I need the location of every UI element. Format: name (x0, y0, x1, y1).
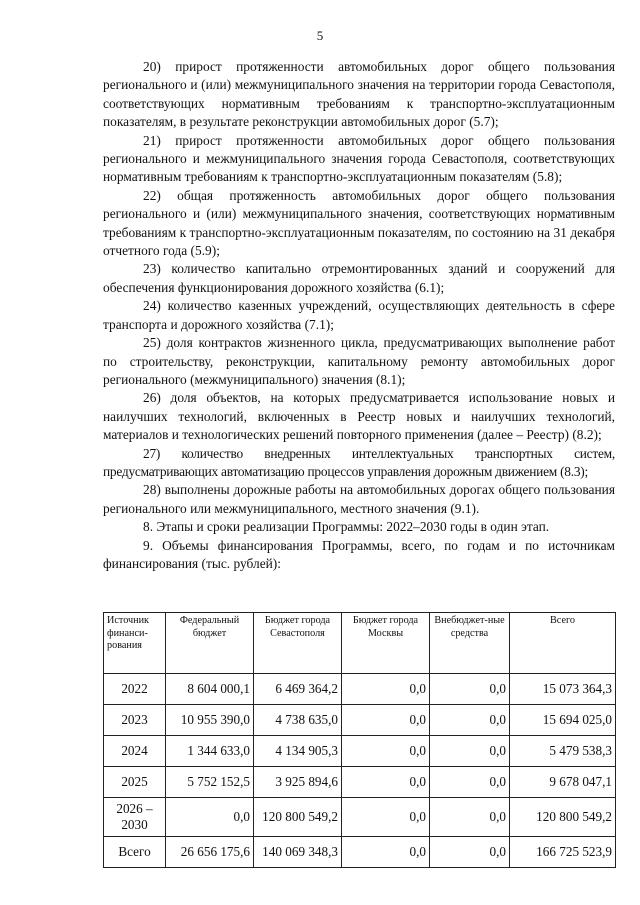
cell-total: 15 073 364,3 (510, 674, 616, 705)
cell-moscow: 0,0 (342, 674, 430, 705)
cell-moscow: 0,0 (342, 736, 430, 767)
column-header-sevastopol: Бюджет города Севастополя (254, 613, 342, 674)
cell-sevastopol: 140 069 348,3 (254, 837, 342, 868)
cell-federal: 1 344 633,0 (166, 736, 254, 767)
list-item-28: 28) выполнены дорожные работы на автомобильных дорогах общего пользования регионального или межмуниципального, местного значения (9.1). (103, 482, 615, 516)
cell-sevastopol: 6 469 364,2 (254, 674, 342, 705)
column-header-federal: Федеральный бюджет (166, 613, 254, 674)
table-row (104, 674, 616, 705)
table-header-row (104, 613, 616, 674)
cell-sevastopol: 3 925 894,6 (254, 767, 342, 798)
cell-extrabudget: 0,0 (430, 674, 510, 705)
financing-table (103, 612, 616, 868)
section-9-financing: 9. Объемы финансирования Программы, всего, по годам и по источникам финансирования (тыс. рублей): (103, 537, 615, 571)
cell-federal: 10 955 390,0 (166, 705, 254, 736)
cell-extrabudget: 0,0 (430, 705, 510, 736)
section-8-stages: 8. Этапы и сроки реализации Программы: 2022–2030 годы в один этап. (143, 519, 550, 535)
cell-extrabudget: 0,0 (430, 736, 510, 767)
list-item-21: 21) прирост протяженности автомобильных дорог общего пользования регионального и межмуниципального значения города Севастополя, соответствующих нормативным требованиям к транспортно-эксплуатационным показателям (5.8); (103, 132, 615, 185)
cell-sevastopol: 4 134 905,3 (254, 736, 342, 767)
list-item-20: 20) прирост протяженности автомобильных дорог общего пользования регионального и (или) межмуниципального значения на территории города Севастополя, соответствующих нормативным требованиям к транспортно-эксплуатационным показателям, в результате реконструкции автомобильных дорог (5.7); (103, 59, 615, 130)
cell-total: 9 678 047,1 (510, 767, 616, 798)
row-label: 2026 – 2030 (104, 798, 166, 837)
table-row (104, 736, 616, 767)
column-header-total: Всего (510, 613, 616, 674)
page-number: 5 (316, 28, 324, 43)
row-label: Всего (104, 837, 166, 868)
list-item-23: 23) количество капитально отремонтированных зданий и сооружений для обеспечения функционирования дорожного хозяйства (6.1); (103, 261, 615, 295)
table-row (104, 798, 616, 837)
cell-total: 5 479 538,3 (510, 736, 616, 767)
list-item-27: 27) количество внедренных интеллектуальных транспортных систем, предусматривающих автоматизацию процессов управления дорожным движением (8.3); (103, 445, 615, 479)
table-total-row (104, 837, 616, 868)
cell-federal: 26 656 175,6 (166, 837, 254, 868)
table-row (104, 705, 616, 736)
cell-moscow: 0,0 (342, 798, 430, 837)
row-label: 2025 (104, 767, 166, 798)
cell-federal: 0,0 (166, 798, 254, 837)
list-item-22: 22) общая протяженность автомобильных дорог общего пользования регионального и (или) межмуниципального значения, соответствующих нормативным требованиям к транспортно-эксплуатационным показателям, по состоянию на 31 декабря отчетного года (5.9); (103, 187, 615, 259)
column-header-extrabudget: Внебюджет-ные средства (430, 613, 510, 674)
cell-total: 120 800 549,2 (510, 798, 616, 837)
column-header-source: Источник финанси-рования (104, 613, 166, 674)
cell-extrabudget: 0,0 (430, 767, 510, 798)
row-label: 2023 (104, 705, 166, 736)
cell-moscow: 0,0 (342, 837, 430, 868)
table-row (104, 767, 616, 798)
cell-extrabudget: 0,0 (430, 837, 510, 868)
list-item-25: 25) доля контрактов жизненного цикла, предусматривающих выполнение работ по строительству, реконструкции, капитальному ремонту автомобильных дорог регионального (межмуниципального) значения (8.1); (103, 335, 615, 387)
list-item-24: 24) количество казенных учреждений, осуществляющих деятельность в сфере транспорта и дорожного хозяйства (7.1); (103, 298, 615, 332)
list-item-26: 26) доля объектов, на которых предусматривается использование новых и наилучших технологий, включенных в Реестр новых и наилучших технологий, материалов и технологических решений повторного применения (далее – Реестр) (8.2); (103, 390, 615, 443)
column-header-moscow: Бюджет города Москвы (342, 613, 430, 674)
cell-extrabudget: 0,0 (430, 798, 510, 837)
row-label: 2022 (104, 674, 166, 705)
row-label: 2024 (104, 736, 166, 767)
cell-total: 166 725 523,9 (510, 837, 616, 868)
cell-moscow: 0,0 (342, 767, 430, 798)
cell-federal: 8 604 000,1 (166, 674, 254, 705)
cell-total: 15 694 025,0 (510, 705, 616, 736)
cell-federal: 5 752 152,5 (166, 767, 254, 798)
cell-sevastopol: 4 738 635,0 (254, 705, 342, 736)
cell-moscow: 0,0 (342, 705, 430, 736)
cell-sevastopol: 120 800 549,2 (254, 798, 342, 837)
document-body (103, 58, 615, 573)
